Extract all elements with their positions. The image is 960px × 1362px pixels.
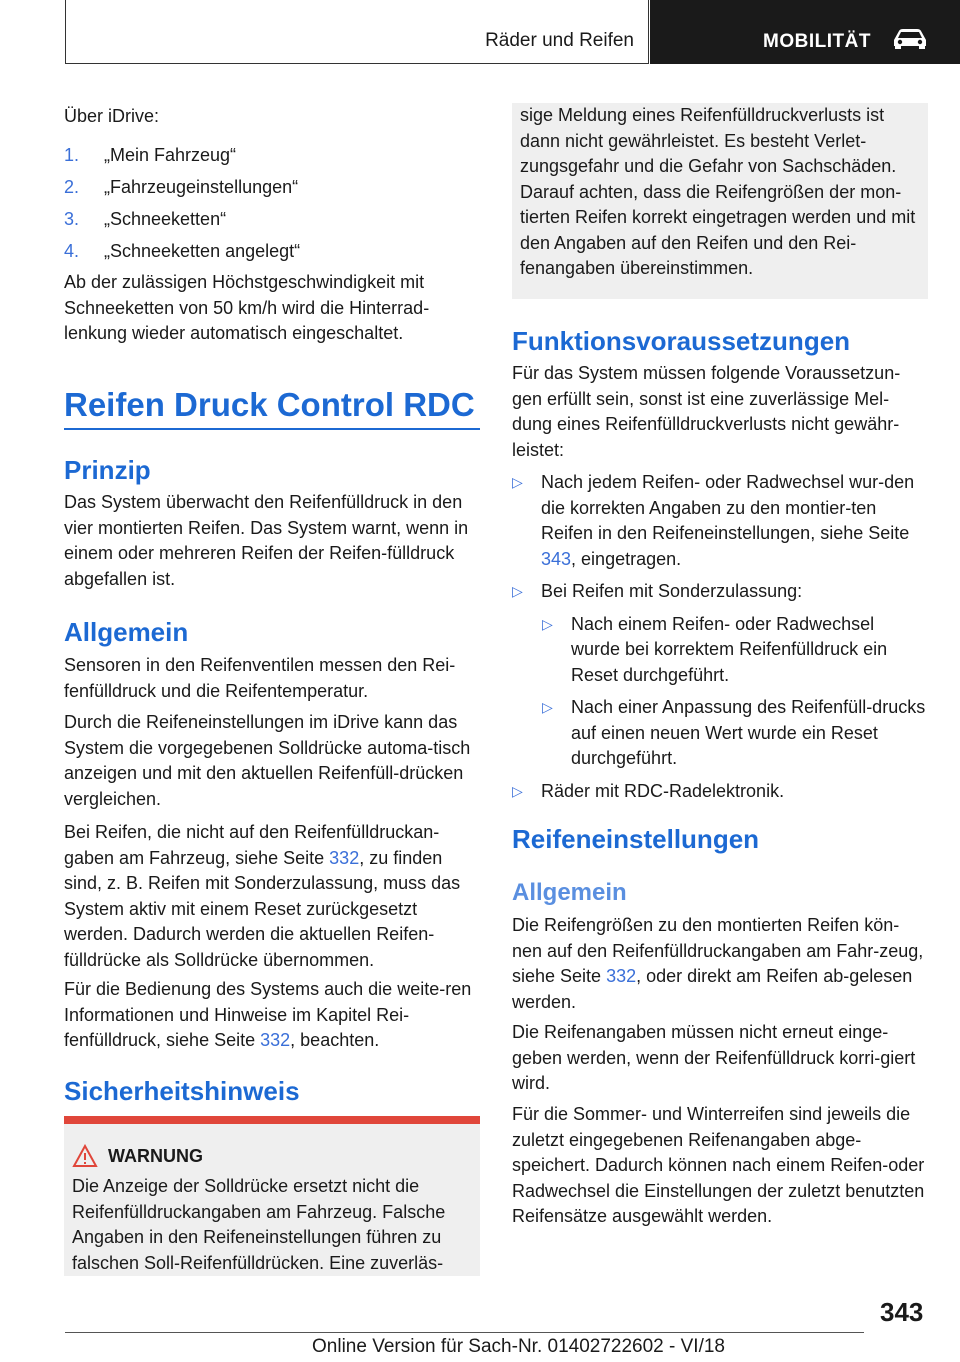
page-link-332[interactable]: 332 [606, 966, 637, 986]
main-heading: Reifen Druck Control RDC [64, 386, 475, 423]
paragraph-text: Die Reifengrößen zu den montierten Reifen kön-nen auf den Reifenfülldruckangaben am Fahr-zeug, siehe Seite [512, 915, 924, 986]
step-list [64, 143, 480, 271]
after-steps-text: Ab der zulässigen Höchstgeschwindigkeit mit Schneeketten von 50 km/h wird die Hinterrad-lenkung wieder automatisch eingeschaltet. [64, 272, 430, 343]
page-link-332[interactable]: 332 [260, 1030, 291, 1050]
warning-bar [64, 1116, 480, 1124]
bullet-text: Bei Reifen mit Sonderzulassung: [541, 581, 803, 601]
bullet-text: Nach einem Reifen- oder Radwechsel wurde bei korrektem Reifenfülldruck ein Reset durchgeführt. [571, 613, 888, 685]
reifen-paragraph-1 [512, 913, 928, 1015]
triangle-right-icon: ▷ [512, 474, 523, 490]
allgemein-heading: Allgemein [64, 617, 189, 647]
paragraph-text: , beachten. [290, 1030, 380, 1050]
allgemein-paragraph-1: Sensoren in den Reifenventilen messen den Rei-fenfülldruck und die Reifentemperatur. [64, 655, 456, 701]
sub-list-item [512, 695, 928, 772]
list-item [512, 779, 928, 805]
sub-list-item [512, 612, 928, 689]
page-link-332[interactable]: 332 [329, 847, 360, 868]
paragraph-text: , oder direkt am Reifen ab-gelesen werden. [512, 966, 913, 1012]
paragraph-text: Für die Bedienung des Systems auch die weite-ren Informationen und Hinweise im Kapitel Rei-fenfülldruck, siehe Seite [64, 979, 472, 1050]
triangle-right-icon: ▷ [542, 615, 553, 632]
car-icon [890, 26, 930, 50]
list-item [64, 239, 480, 271]
footer-rule [65, 1332, 864, 1333]
funktion-text: Für das System müssen folgende Voraussetzun-gen erfüllt sein, sonst ist eine zuverlässige Mel-dung eines Reifenfülldruckverlusts nicht gewähr-leistet: [512, 363, 901, 460]
header-section-box [650, 0, 960, 64]
allgemein-paragraph-4 [64, 977, 480, 1054]
page-link-343[interactable]: 343 [541, 548, 572, 569]
bullet-text: Nach jedem Reifen- oder Radwechsel wur-den die korrekten Angaben zu den montier-ten Reifen in den Reifeneinstellungen, siehe Seite [541, 472, 915, 543]
step-text: „Mein Fahrzeug“ [104, 145, 237, 165]
paragraph-text: , zu finden sind, z. B. Reifen mit Sonderzulassung, muss das System aktiv mit einem Reset zurückgesetzt werden. Dadurch werden die aktuellen Reifen-fülldrücke als Solldrücke übernommen. [64, 847, 461, 970]
sicherheit-heading: Sicherheitshinweis [64, 1076, 300, 1106]
warning-text: Die Anzeige der Solldrücke ersetzt nicht die Reifenfülldruckangaben am Fahrzeug. Falsche Angaben in den Reifeneinstellungen führen zu falschen Soll-Reifenfülldrücken. Eine zuverläs- [72, 1176, 446, 1273]
allgemein-paragraph-2: Durch die Reifeneinstellungen im iDrive kann das System die vorgegebenen Solldrücke automa-tisch anzeigen und mit den aktuellen Reifenfüll-drücken vergleichen. [64, 712, 471, 809]
list-item [64, 207, 480, 239]
bullet-text: , eingetragen. [571, 548, 682, 569]
step-number: 2. [64, 177, 80, 197]
bullet-text: Nach einer Anpassung des Reifenfüll-drucks auf einen neuen Wert wurde ein Reset durchgeführt. [571, 697, 926, 768]
warning-box [64, 1124, 480, 1276]
triangle-right-icon: ▷ [512, 782, 523, 799]
step-number: 1. [64, 145, 80, 165]
step-text: „Schneeketten angelegt“ [104, 241, 301, 261]
step-text: „Schneeketten“ [104, 209, 227, 229]
reifen-paragraph-3: Für die Sommer- und Winterreifen sind jeweils die zuletzt eingegebenen Reifenangaben abge-speichert. Dadurch können nach einem Reifen-oder Radwechsel die Einstellungen der zuletzt benutzten Reifensätze ausgewählt werden. [512, 1104, 925, 1226]
heading-rule [64, 428, 480, 430]
warning-text-continued: sige Meldung eines Reifenfülldruckverlusts ist dann nicht gewährleistet. Es besteht Verlet-zungsgefahr und die Gefahr von Sachschäden. Darauf achten, dass die Reifengrößen der mon-tierten Reifen korrekt eingetragen werden und mit den Angaben auf den Reifen und den Rei-fenangaben übereinstimmen. [520, 105, 916, 278]
step-text: „Fahrzeugeinstellungen“ [104, 177, 299, 197]
bullet-text: Räder mit RDC-Radelektronik. [541, 780, 785, 801]
requirement-list [512, 470, 928, 804]
list-item [512, 579, 928, 605]
step-number: 3. [64, 209, 80, 229]
list-item [64, 143, 480, 175]
triangle-right-icon: ▷ [542, 699, 553, 715]
step-number: 4. [64, 241, 80, 261]
warning-header [64, 1144, 480, 1170]
intro-text: Über iDrive: [64, 106, 160, 126]
paragraph-text: Bei Reifen, die nicht auf den Reifenfülldruckan-gaben am Fahrzeug, siehe Seite [64, 822, 440, 868]
warning-box-continued [512, 103, 928, 299]
list-item [512, 470, 928, 572]
prinzip-heading: Prinzip [64, 455, 151, 485]
list-item [64, 175, 480, 207]
allgemein-subheading: Allgemein [512, 879, 627, 906]
allgemein-paragraph-3 [64, 820, 480, 973]
prinzip-text: Das System überwacht den Reifenfülldruck in den vier montierten Reifen. Das System warnt, wenn in einem oder mehreren Reifen der Reifen-fülldruck abgefallen ist. [64, 492, 469, 589]
footer-text: Online Version für Sach-Nr. 01402722602 - VI/18 [312, 1336, 725, 1357]
reifeneinstellungen-heading: Reifeneinstellungen [512, 824, 760, 854]
section-title: MOBILITÄT [763, 31, 871, 52]
chapter-title: Räder und Reifen [485, 30, 634, 51]
warning-icon [72, 1144, 98, 1168]
reifen-paragraph-2: Die Reifenangaben müssen nicht erneut einge-geben werden, wenn der Reifenfülldruck korri-giert wird. [512, 1022, 916, 1093]
triangle-right-icon: ▷ [512, 583, 523, 599]
page-number: 343 [880, 1297, 924, 1327]
header-chapter-box [65, 0, 649, 64]
funktion-heading: Funktionsvoraussetzungen [512, 326, 851, 356]
warning-title: WARNUNG [108, 1146, 203, 1166]
